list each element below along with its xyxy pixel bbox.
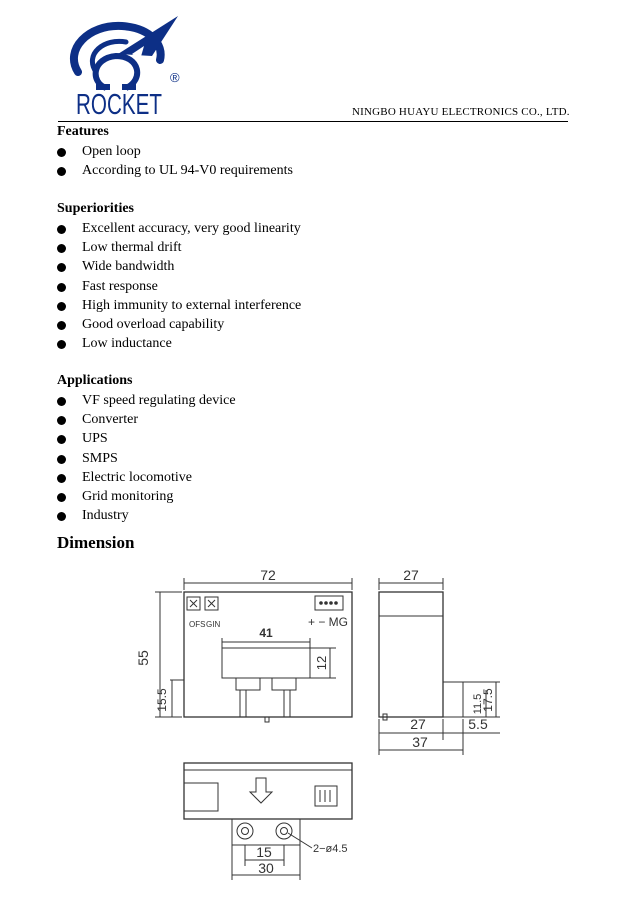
list-item: Industry	[57, 506, 236, 525]
list-item: Wide bandwidth	[57, 257, 301, 276]
list-item: UPS	[57, 429, 236, 448]
dim-hole-label: 2−ø4.5	[313, 843, 348, 855]
list-item: Good overload capability	[57, 315, 301, 334]
features-title: Features	[57, 124, 109, 139]
rocket-logo	[60, 10, 195, 120]
dim-side-depth: 27	[403, 567, 419, 583]
dim-front-height: 55	[135, 650, 151, 666]
dim-tab-width: 30	[258, 860, 274, 876]
list-item: Excellent accuracy, very good linearity	[57, 219, 301, 238]
dim-base-a: 27	[410, 716, 426, 732]
dim-front-bottom-offset: 15.5	[155, 688, 169, 712]
list-item: High immunity to external interference	[57, 296, 301, 315]
connector-label: + − MG	[308, 615, 349, 629]
superiorities-title: Superiorities	[57, 201, 134, 216]
list-item: According to UL 94-V0 requirements	[57, 161, 293, 180]
dim-window-height: 12	[314, 655, 329, 671]
list-item: Grid monitoring	[57, 487, 236, 506]
front-view	[155, 578, 352, 722]
dim-hole-pitch: 15	[256, 844, 272, 860]
features-section	[57, 123, 293, 180]
list-item: VF speed regulating device	[57, 391, 236, 410]
applications-title: Applications	[57, 373, 133, 388]
registered-mark: ®	[170, 70, 180, 85]
dim-window-width: 41	[259, 626, 273, 640]
features-list	[57, 142, 293, 180]
dim-base-b: 5.5	[468, 716, 488, 732]
superiorities-section	[57, 200, 301, 353]
company-name: NINGBO HUAYU ELECTRONICS CO., LTD.	[352, 106, 570, 118]
ofs-label: OFS	[189, 620, 206, 629]
dim-tab-b: 17.5	[481, 688, 495, 712]
dimension-title: Dimension	[57, 533, 135, 552]
brand-wordmark: ROCKET	[76, 89, 163, 120]
dimension-drawing	[0, 560, 630, 900]
superiorities-list	[57, 219, 301, 353]
gin-label: GIN	[206, 620, 221, 629]
list-item: Converter	[57, 410, 236, 429]
list-item: SMPS	[57, 449, 236, 468]
dim-side-total: 37	[412, 734, 428, 750]
applications-section	[57, 372, 236, 525]
dim-front-width: 72	[260, 567, 276, 583]
header-divider	[58, 121, 568, 122]
list-item: Low thermal drift	[57, 238, 301, 257]
applications-list	[57, 391, 236, 525]
list-item: Electric locomotive	[57, 468, 236, 487]
dim-tab-a: 11.5	[472, 693, 484, 715]
list-item: Fast response	[57, 277, 301, 296]
list-item: Low inductance	[57, 334, 301, 353]
list-item: Open loop	[57, 142, 293, 161]
